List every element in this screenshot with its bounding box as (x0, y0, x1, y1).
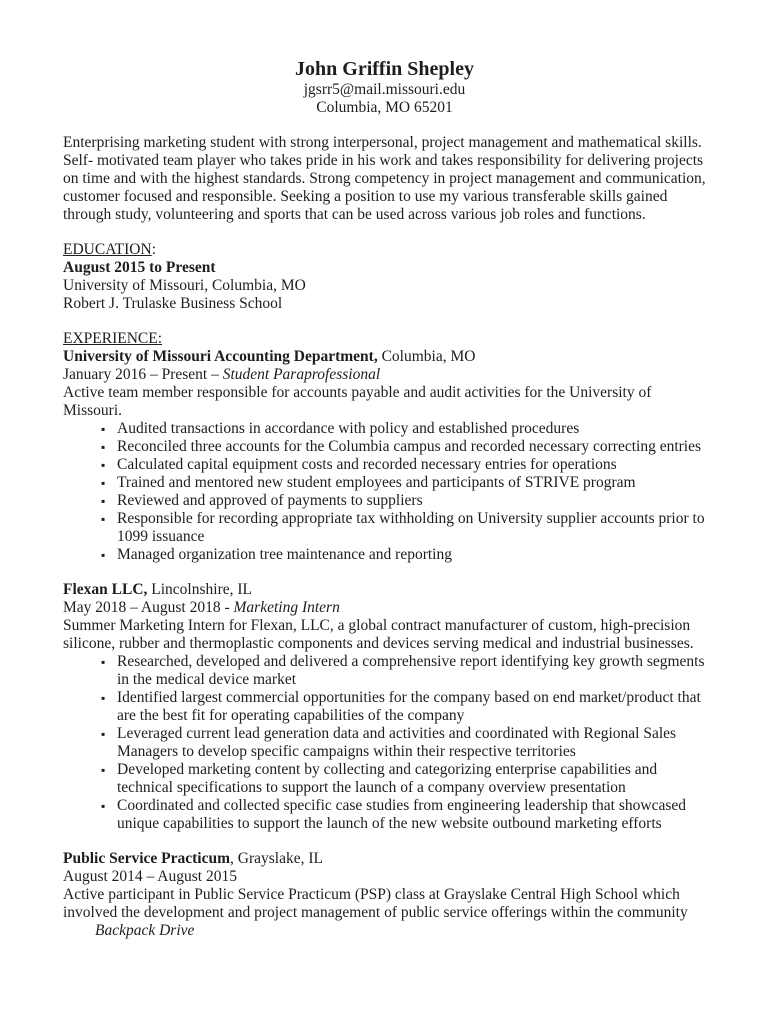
education-section (63, 241, 706, 313)
job-employer-line (63, 348, 706, 366)
person-location: Columbia, MO 65201 (316, 99, 453, 116)
job-employer: Flexan LLC, (63, 581, 148, 598)
person-name: John Griffin Shepley (295, 58, 474, 80)
job-dates-line (63, 599, 706, 617)
job-description: Summer Marketing Intern for Flexan, LLC, a global contract manufacturer of custom, high-precision silicone, rubber and thermoplastic components and devices serving medical and industrial businesses. (63, 617, 694, 652)
experience-heading (63, 330, 706, 348)
education-school: University of Missouri, Columbia, MO (63, 277, 306, 294)
job-location: Columbia, MO (377, 348, 476, 365)
bullet-item: ▪ Researched, developed and delivered a comprehensive report identifying key growth segments in the medical device market (63, 653, 706, 689)
experience-section (63, 330, 706, 940)
education-heading-colon: : (151, 241, 156, 258)
bullet-item: ▪ Reviewed and approved of payments to suppliers (63, 492, 706, 510)
job-employer-line (63, 581, 706, 599)
job-entry-accounting-department (63, 348, 706, 564)
job-bullet-list (63, 420, 706, 564)
education-college: Robert J. Trulaske Business School (63, 295, 283, 312)
experience-heading-text: EXPERIENCE: (63, 330, 163, 347)
bullet-item: ▪ Reconciled three accounts for the Columbia campus and recorded necessary correcting entries (63, 438, 706, 456)
bullet-item: ▪ Managed organization tree maintenance and reporting (63, 546, 706, 564)
job-dates: August 2014 – August 2015 (63, 868, 237, 885)
job-employer: University of Missouri Accounting Department, (63, 348, 378, 365)
bullet-item: ▪ Audited transactions in accordance with policy and established procedures (63, 420, 706, 438)
job-description: Active team member responsible for accounts payable and audit activities for the University of Missouri. (63, 384, 652, 419)
job-entry-flexan (63, 581, 706, 833)
bullet-item: ▪ Developed marketing content by collecting and categorizing enterprise capabilities and technical specifications to support the launch of a company overview presentation (63, 761, 706, 797)
person-email: jgsrr5@mail.missouri.edu (303, 81, 466, 98)
education-heading-text: EDUCATION (63, 241, 152, 258)
bullet-item: ▪ Responsible for recording appropriate tax withholding on University supplier accounts prior to 1099 issuance (63, 510, 706, 546)
bullet-item: ▪ Calculated capital equipment costs and recorded necessary entries for operations (63, 456, 706, 474)
job-title: Student Paraprofessional (222, 366, 381, 383)
bullet-item: ▪ Leveraged current lead generation data and activities and coordinated with Regional Sales Managers to develop specific campaigns within their respective territories (63, 725, 706, 761)
bullet-item: ▪ Trained and mentored new student employees and participants of STRIVE program (63, 474, 706, 492)
summary-paragraph: Enterprising marketing student with strong interpersonal, project management and mathematical skills. Self- motivated team player who takes pride in his work and takes responsibility for delivering projects on time and with the highest standards. Strong competency in project management and communication, customer focused and responsible. Seeking a position to use my various transferable skills gained through study, volunteering and sports that can be used across various job roles and functions. (63, 134, 706, 223)
job-description: Active participant in Public Service Practicum (PSP) class at Grayslake Central High School which involved the development and project management of public service offerings within the community (63, 886, 688, 921)
job-employer-line (63, 850, 706, 868)
job-entry-public-service-practicum (63, 850, 706, 940)
education-dates: August 2015 to Present (63, 259, 216, 276)
job-location: , Grayslake, IL (230, 850, 323, 867)
job-location: Lincolnshire, IL (147, 581, 253, 598)
job-title: Marketing Intern (233, 599, 340, 616)
bullet-item: ▪ Coordinated and collected specific case studies from engineering leadership that showcased unique capabilities to support the launch of the new website outbound marketing efforts (63, 797, 706, 833)
job-dates: January 2016 – Present – (63, 366, 223, 383)
bullet-item: ▪ Identified largest commercial opportunities for the company based on end market/product that are the best fit for operating capabilities of the company (63, 689, 706, 725)
education-heading (63, 241, 706, 259)
job-activity: Backpack Drive (95, 922, 195, 939)
job-dates-line (63, 366, 706, 384)
job-bullet-list (63, 653, 706, 833)
job-dates-line (63, 868, 706, 886)
resume-header (63, 57, 706, 117)
job-employer: Public Service Practicum (63, 850, 231, 867)
job-dates: May 2018 – August 2018 - (63, 599, 234, 616)
